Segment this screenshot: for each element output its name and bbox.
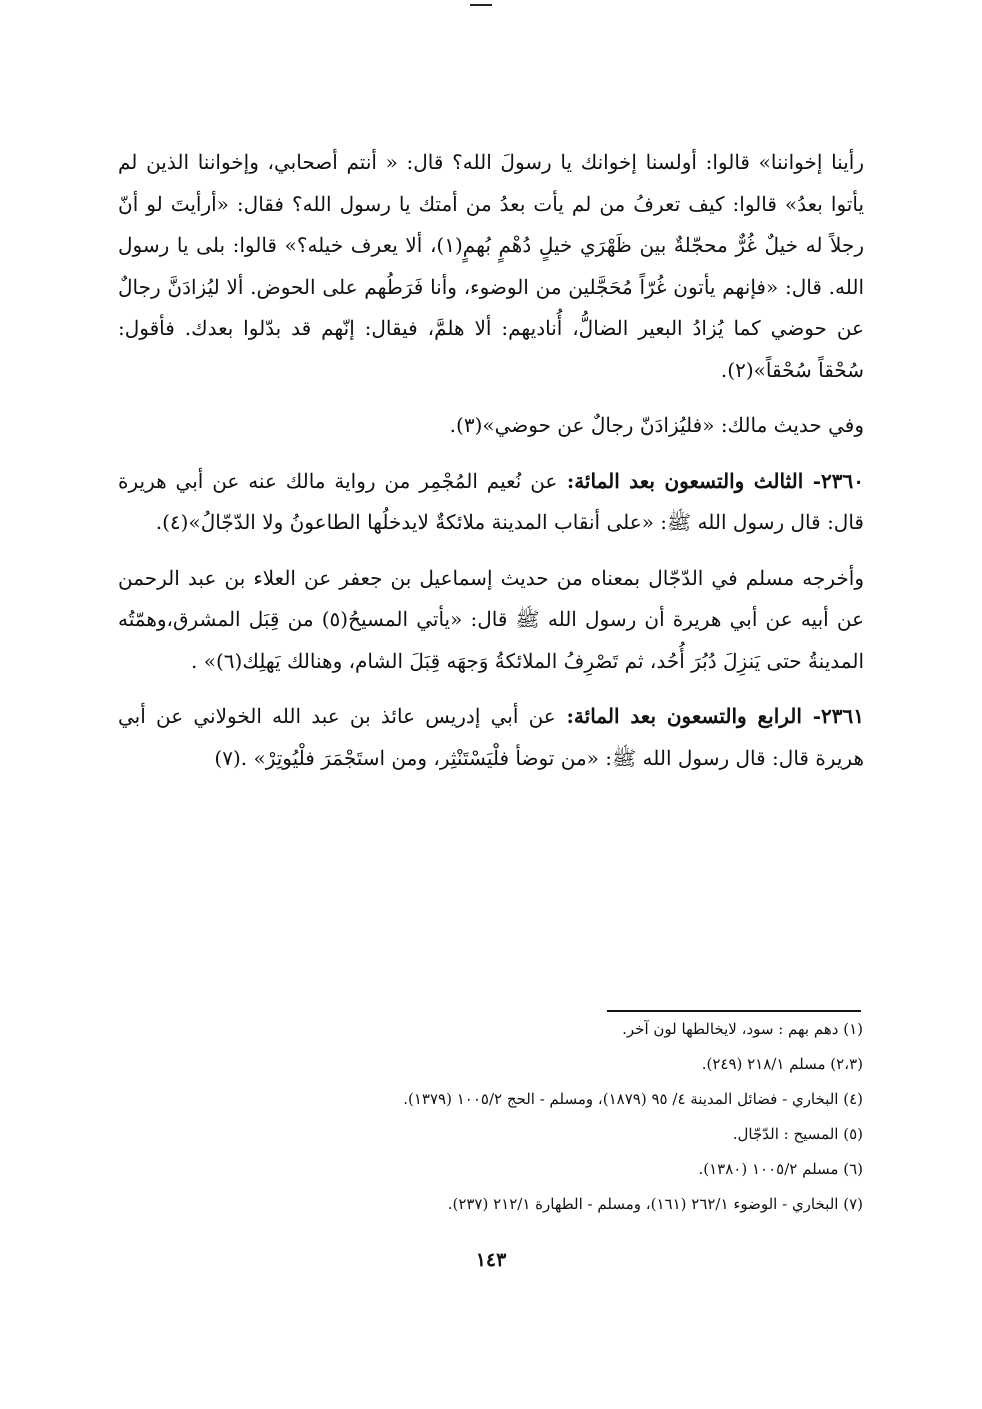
text-line: الوضوء، وأنا فَرَطُهم على الحوض. ألا ليُزادَنَّ رجالٌ عن حوضي كما يُزادُ البعير [118,274,864,340]
text-line: أبي هريرة قال: قال رسول الله ﷺ: «على أنقاب المدينة ملائكةٌ لايدخلُها [118,468,864,534]
page-number: ١٤٣ [475,1249,507,1271]
hadith-heading: ٢٣٦٠- الثالث والتسعون بعد المائة: [557,468,865,493]
footnote: (١) دهم بهم : سود، لايخالطها لون آخر. [622,1020,863,1038]
hadith-heading: ٢٣٦١- الرابع والتسعون بعد المائة: [555,704,865,728]
text-line: رأينا إخواننا» قالوا: أولسنا إخوانك يا رسولَ الله؟ قال: « أنتم أصحابي، وإخواننا [189,150,864,174]
hadith-2361 [118,696,864,779]
footnote: (٧) البخاري - الوضوء ٢٦٢/١ (١٦١)، ومسلم - الطهارة ٢١٢/١ (٢٣٧). [447,1195,863,1213]
text-line: الذين لم يأتوا بعدُ» قالوا: كيف تعرفُ من لم يأت بعدُ من أمتك يا رسول الله؟ [118,150,865,216]
footnotes [120,1012,863,1222]
text-line: فقال: «أرأيتَ لو أنّ رجلاً له خيلٌ غُرٌّ محجّلةٌ بين ظَهْرَي خيلٍ دُهْمٍ بُهمٍ(١)، ألا [118,191,864,257]
hadith-2360 [118,461,864,544]
text-line: عن أبي هريرة قال: قال رسول الله ﷺ: «من توضأ فلْيَسْتَنْثِر، ومن استَجْمَرَ [118,704,864,770]
text-line: وفي حديث مالك: «فليُزادَنّ رجالٌ عن حوضي»(٣). [449,413,864,437]
text-line: فلْيُوتِرْ» .(٧) [214,745,315,770]
text-line: الطاعونُ ولا الدّجّالُ»(٤). [155,510,361,534]
text-line: الشام، وهنالك يَهلِك(٦)» . [191,648,404,673]
main-text [118,142,864,779]
footnote: (٤) البخاري - فضائل المدينة ٤/ ٩٥ (١٨٧٩)، ومسلم - الحج ١٠٠٥/٢ (١٣٧٩). [403,1090,863,1108]
text-line: وأخرجه مسلم في الدّجّال بمعناه من حديث إسماعيل بن جعفر عن العلاء بن [216,565,864,590]
text-line: سُحْقاً»(٢). [720,357,812,382]
text-line: قِبَل المشرق،وهمّتُه المدينةُ حتى يَنزِلَ دُبُرَ أُحُد، ثم تَصْرِفُ الملائكةُ وَجهَه قِبَلَ [118,607,864,673]
footnote: (٢،٣) مسلم ٢١٨/١ (٢٤٩). [701,1055,863,1073]
footnote: (٥) المسيح : الدّجّال. [732,1125,863,1143]
text-line: عن أبي إدريس عائذ بن عبد الله الخولاني [183,704,556,728]
text-line: يعرف خيله؟» قالوا: بلى يا رسول الله. قال: «فإنهم يأتون غُرّاً مُحَجَّلين من [118,233,864,299]
text-line: عن نُعيم المُجْمِر من رواية مالك عنه عن [203,468,558,493]
top-edge-mark [470,4,492,6]
footnote: (٦) مسلم ١٠٠٥/٢ (١٣٨٠). [698,1160,863,1178]
text-line: عبد الرحمن عن أبيه عن أبي هريرة أن رسول الله ﷺ قال: «يأتي المسيحُ(٥) من [118,565,865,631]
paragraph-4 [118,558,864,683]
paragraph-1 [118,142,864,391]
text-line: الضالُّ، أُناديهم: ألا هلمَّ، فيقال: إنّهم قد بدّلوا بعدك. فأقول: سُحْقاً [118,316,864,382]
paragraph-2 [118,405,864,447]
